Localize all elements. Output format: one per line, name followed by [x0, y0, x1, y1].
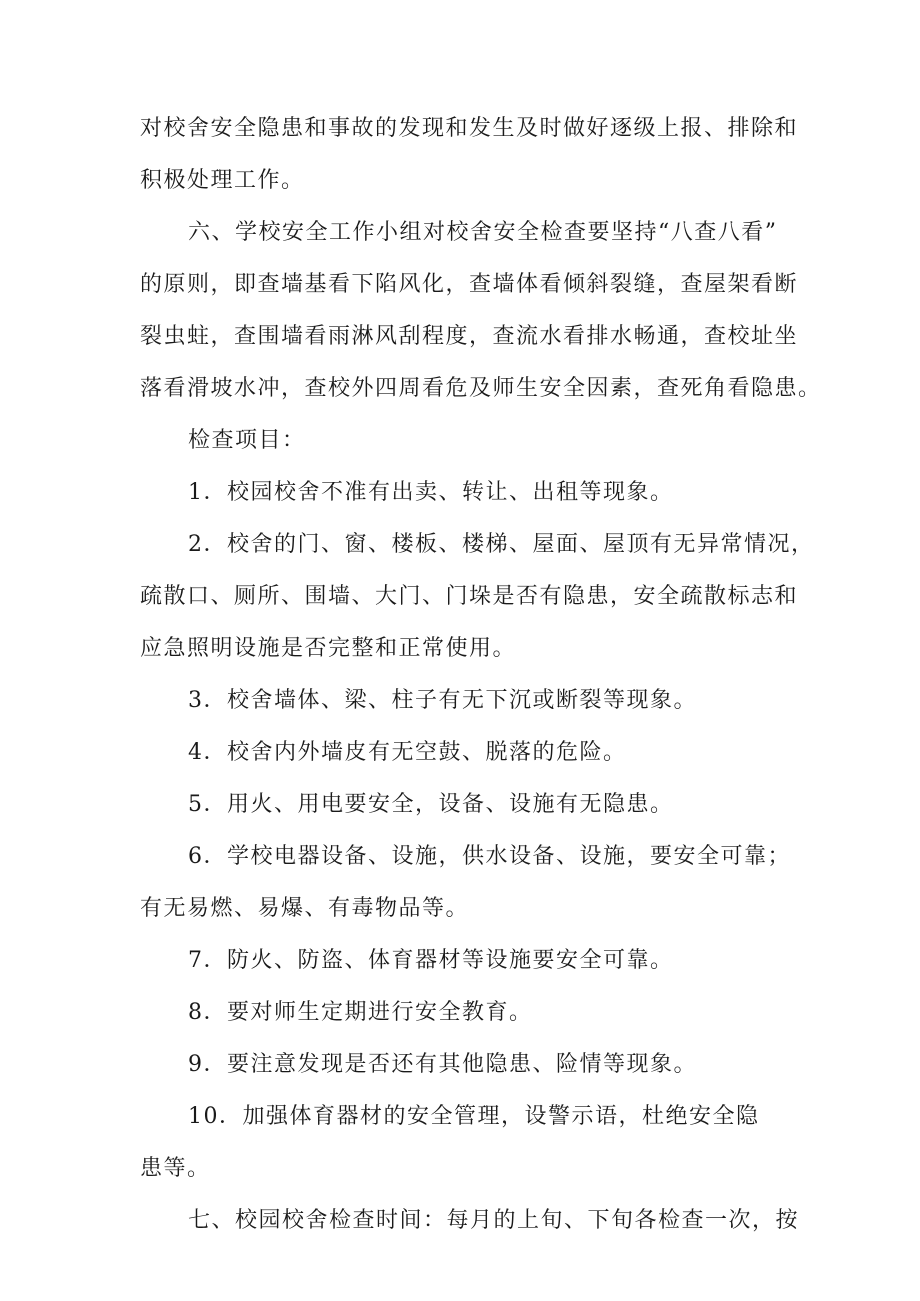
list-item: 1．校园校舍不准有出卖、转让、出租等现象。: [188, 480, 674, 505]
text-line: 应急照明设施是否完整和正常使用。: [140, 636, 517, 661]
text-line: 有无易燃、易爆、有毒物品等。: [140, 896, 470, 921]
text-line: 患等。: [140, 1156, 211, 1181]
text-line: 积极处理工作。: [140, 168, 305, 193]
section-seven-heading-line: 七、校园校舍检查时间：每月的上旬、下旬各检查一次，按: [188, 1208, 800, 1233]
inspection-items-heading: 检查项目：: [188, 428, 306, 453]
list-item: 8．要对师生定期进行安全教育。: [188, 1000, 533, 1025]
text-line: 裂虫蛀，查围墙看雨淋风刮程度，查流水看排水畅通，查校址坐: [140, 324, 799, 349]
list-item: 9．要注意发现是否还有其他隐患、险情等现象。: [188, 1052, 697, 1077]
text-line: 疏散口、厕所、围墙、大门、门垛是否有隐患，安全疏散标志和: [140, 584, 799, 609]
list-item: 6．学校电器设备、设施，供水设备、设施，要安全可靠；: [188, 844, 791, 869]
list-item: 7．防火、防盗、体育器材等设施要安全可靠。: [188, 948, 674, 973]
list-item: 4．校舍内外墙皮有无空鼓、脱落的危险。: [188, 740, 627, 765]
list-item: 10．加强体育器材的安全管理，设警示语，杜绝安全隐: [188, 1104, 760, 1129]
section-six-heading-line: 六、学校安全工作小组对校舍安全检查要坚持“八查八看”: [188, 220, 778, 245]
list-item: 3．校舍墙体、梁、柱子有无下沉或断裂等现象。: [188, 688, 697, 713]
text-line: 对校舍安全隐患和事故的发现和发生及时做好逐级上报、排除和: [140, 116, 799, 141]
text-line: 落看滑坡水冲，查校外四周看危及师生安全因素，查死角看隐患。: [140, 376, 822, 401]
list-item: 5．用火、用电要安全，设备、设施有无隐患。: [188, 792, 674, 817]
text-line: 的原则，即查墙基看下陷风化，查墙体看倾斜裂缝，查屋架看断: [140, 272, 799, 297]
list-item: 2．校舍的门、窗、楼板、楼梯、屋面、屋顶有无异常情况，: [188, 532, 815, 557]
